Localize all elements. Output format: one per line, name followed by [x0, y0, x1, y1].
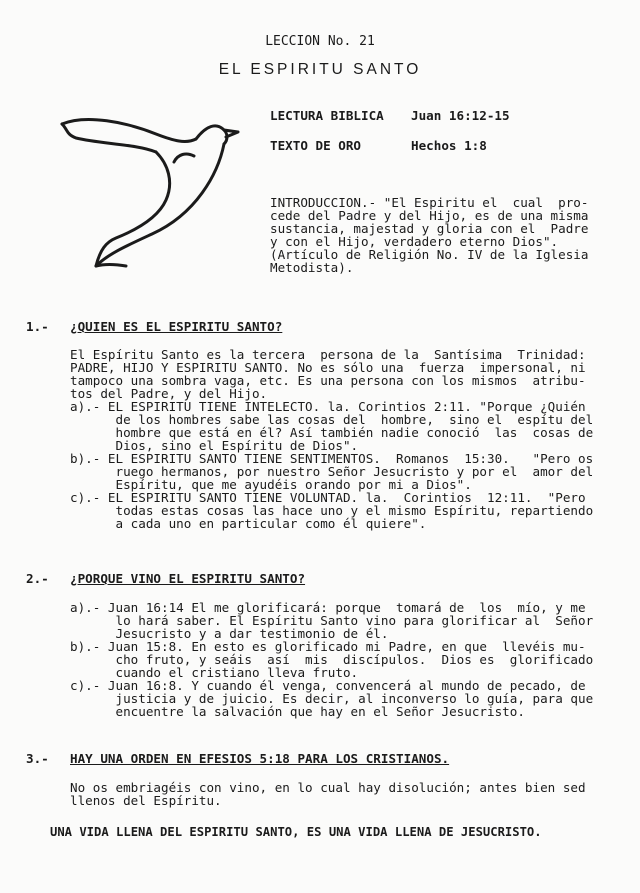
lesson-number: LECCION No. 21	[265, 34, 375, 49]
intro-line: sustancia, majestad y gloria con el Padre	[270, 221, 589, 236]
intro-line: (Artículo de Religión No. IV de la Iglesia	[270, 247, 589, 262]
section2-line: Jesucristo y a dar testimonio de él.	[70, 626, 389, 641]
dove-icon	[56, 104, 246, 274]
section1-line: Dios, sino el Espíritu de Dios".	[70, 438, 359, 453]
section2-line: justicia y de juicio. Es decir, al inconverso lo guía, para que	[70, 691, 594, 706]
section1-line: tos del Padre, y del Hijo.	[70, 386, 268, 401]
section2-line: cuando el cristiano lleva fruto.	[70, 665, 359, 680]
section3-line: No os embriagéis con vino, en lo cual hay disolución; antes bien sed	[70, 780, 586, 795]
closing-statement: UNA VIDA LLENA DEL ESPIRITU SANTO, ES UNA VIDA LLENA DE JESUCRISTO.	[50, 825, 542, 839]
texto-label: TEXTO DE ORO	[270, 138, 361, 153]
section1-line: hombre que está en él? Así también nadie conoció las cosas de	[70, 425, 594, 440]
intro-line: Metodista).	[270, 260, 354, 275]
section1-line: c).- EL ESPIRITU SANTO TIENE VOLUNTAD. la. Corintios 12:11. "Pero	[70, 490, 586, 505]
section1-line: Espíritu, que me ayudéis orando por mi a Dios".	[70, 477, 472, 492]
section2-body	[70, 601, 593, 718]
texto-value: Hechos 1:8	[411, 138, 487, 153]
lectura-value: Juan 16:12-15	[411, 108, 510, 123]
section1-line: a cada uno en particular como él quiere".	[70, 516, 427, 531]
page-title: EL ESPIRITU SANTO	[218, 61, 422, 78]
section2-line: b).- Juan 15:8. En esto es glorificado mi Padre, en que llevéis mu-	[70, 639, 586, 654]
section1-heading: ¿QUIEN ES EL ESPIRITU SANTO?	[70, 319, 283, 334]
section1-line: El Espíritu Santo es la tercera persona de la Santísima Trinidad:	[70, 347, 586, 362]
section3-number: 3.-	[26, 751, 49, 766]
section2-heading: ¿PORQUE VINO EL ESPIRITU SANTO?	[70, 571, 306, 586]
section3-body	[70, 781, 586, 807]
intro-line: y con el Hijo, verdadero eterno Dios".	[270, 234, 559, 249]
section1-line: PADRE, HIJO Y ESPIRITU SANTO. No es sólo una fuerza impersonal, ni	[70, 360, 586, 375]
section1-body	[70, 348, 593, 530]
section1-line: tampoco una sombra vaga, etc. Es una persona con los mismos atribu-	[70, 373, 586, 388]
section1-line: b).- EL ESPIRITU SANTO TIENE SENTIMENTOS. Romanos 15:30. "Pero os	[70, 451, 594, 466]
section2-number: 2.-	[26, 571, 49, 586]
section1-line: ruego hermanos, por nuestro Señor Jesucristo y por el amor del	[70, 464, 594, 479]
section1-line: todas estas cosas las hace uno y el mismo Espíritu, repartiendo	[70, 503, 594, 518]
section2-line: c).- Juan 16:8. Y cuando él venga, convencerá al mundo de pecado, de	[70, 678, 586, 693]
section1-number: 1.-	[26, 319, 49, 334]
section1-line: de los hombres sabe las cosas del hombre, sino el espítu del	[70, 412, 594, 427]
section3-heading: HAY UNA ORDEN EN EFESIOS 5:18 PARA LOS CRISTIANOS.	[70, 751, 450, 766]
intro-line: cede del Padre y del Hijo, es de una misma	[270, 208, 589, 223]
lectura-label: LECTURA BIBLICA	[270, 108, 384, 123]
introduction	[270, 196, 600, 274]
intro-line: INTRODUCCION.- "El Espiritu el cual pro-	[270, 195, 589, 210]
section2-line: encuentre la salvación que hay en el Señor Jesucristo.	[70, 704, 525, 719]
section2-line: a).- Juan 16:14 El me glorificará: porque tomará de los mío, y me	[70, 600, 586, 615]
section3-line: llenos del Espíritu.	[70, 793, 222, 808]
section2-line: lo hará saber. El Espíritu Santo vino para glorificar al Señor	[70, 613, 594, 628]
section2-line: cho fruto, y seáis así mis discípulos. Dios es glorificado	[70, 652, 594, 667]
section1-line: a).- EL ESPIRITU TIENE INTELECTO. la. Corintios 2:11. "Porque ¿Quién	[70, 399, 586, 414]
